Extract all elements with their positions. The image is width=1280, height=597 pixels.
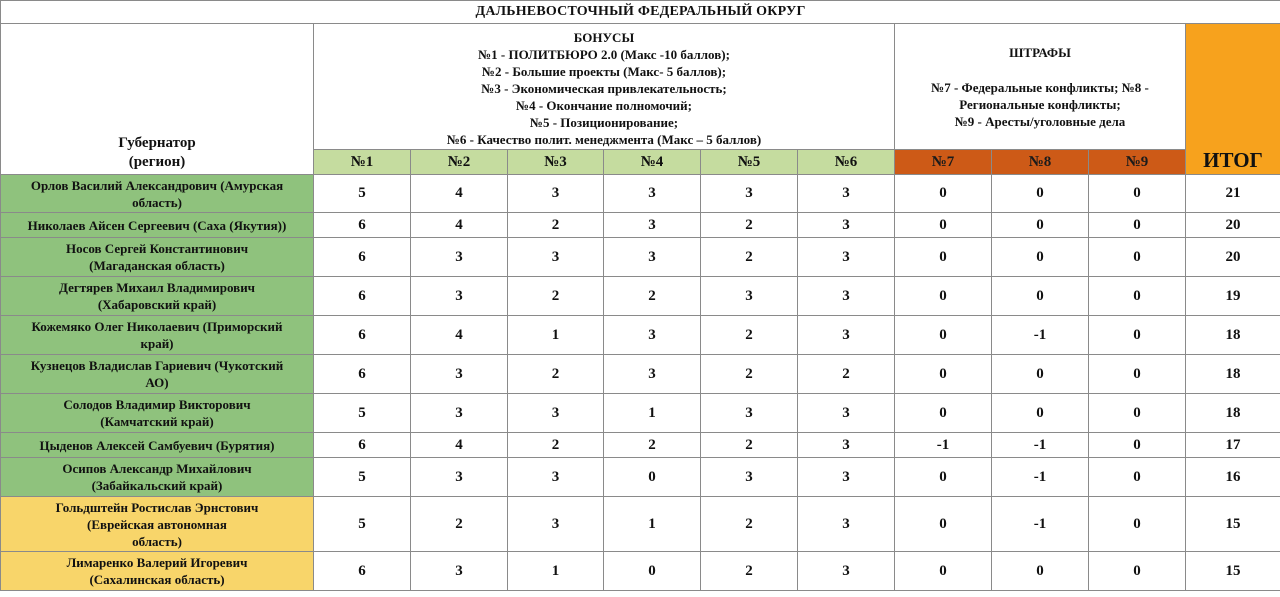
table-row — [1, 394, 1280, 433]
score-cell: 5 — [314, 175, 411, 213]
governor-column-header — [1, 24, 314, 175]
table-title: ДАЛЬНЕВОСТОЧНЫЙ ФЕДЕРАЛЬНЫЙ ОКРУГ — [1, 1, 1280, 24]
bonus-column-3: №3 — [508, 150, 604, 175]
score-cell: 3 — [508, 238, 604, 277]
score-cell: 3 — [508, 175, 604, 213]
score-cell: 2 — [701, 552, 798, 591]
bonus-legend-line: №5 - Позиционирование; — [529, 115, 679, 130]
governor-name-line: Дегтярев Михаил Владимирович — [58, 280, 256, 295]
governor-name-line: (Еврейская автономная — [87, 516, 227, 532]
score-cell: 2 — [411, 497, 508, 552]
score-cell: 2 — [701, 316, 798, 355]
bonus-column-6: №6 — [798, 150, 895, 175]
governor-name-line: край) — [140, 336, 174, 351]
governor-name-line: область) — [132, 194, 182, 210]
bonus-column-1: №1 — [314, 150, 411, 175]
score-cell: 3 — [411, 394, 508, 433]
governor-name-line: область) — [132, 533, 182, 549]
score-cell: 2 — [508, 433, 604, 458]
governor-name-line: (Камчатский край) — [100, 414, 214, 429]
score-cell: 3 — [798, 433, 895, 458]
penalty-column-8: №8 — [992, 150, 1089, 175]
penalty-cell: 0 — [1089, 355, 1186, 394]
governor-name — [1, 458, 314, 497]
governor-name — [1, 277, 314, 316]
score-cell: 3 — [798, 497, 895, 552]
table-row — [1, 175, 1280, 213]
table-row — [1, 316, 1280, 355]
penalty-cell: 0 — [1089, 458, 1186, 497]
score-cell: 2 — [508, 213, 604, 238]
total-cell: 16 — [1186, 458, 1280, 497]
penalty-cell: 0 — [895, 552, 992, 591]
governor-name — [1, 433, 314, 458]
total-cell: 19 — [1186, 277, 1280, 316]
score-cell: 2 — [508, 277, 604, 316]
penalty-column-9: №9 — [1089, 150, 1186, 175]
score-cell: 6 — [314, 277, 411, 316]
penalty-cell: -1 — [992, 433, 1089, 458]
penalty-column-7: №7 — [895, 150, 992, 175]
bonus-legend-line: №2 - Большие проекты (Макс- 5 баллов); — [481, 64, 727, 79]
score-cell: 1 — [508, 316, 604, 355]
penalty-title: ШТРАФЫ — [1009, 44, 1071, 60]
governor-name-line: Цыденов Алексей Самбуевич (Бурятия) — [39, 437, 275, 453]
score-cell: 3 — [604, 175, 701, 213]
penalty-cell: 0 — [895, 238, 992, 277]
penalty-cell: 0 — [992, 213, 1089, 238]
bonus-column-4: №4 — [604, 150, 701, 175]
score-cell: 4 — [411, 433, 508, 458]
governor-name-line: Носов Сергей Константинович — [65, 241, 249, 256]
score-cell: 3 — [604, 316, 701, 355]
score-cell: 3 — [798, 277, 895, 316]
penalty-cell: 0 — [992, 552, 1089, 591]
score-cell: 5 — [314, 497, 411, 552]
table-row — [1, 497, 1280, 552]
bonus-legend-line: №6 - Качество полит. менеджмента (Макс – 5 баллов) — [446, 132, 762, 147]
score-cell: 2 — [604, 277, 701, 316]
bonus-header — [314, 24, 895, 150]
total-cell: 21 — [1186, 175, 1280, 213]
score-cell: 6 — [314, 552, 411, 591]
bonus-legend-line: №4 - Окончание полномочий; — [516, 98, 692, 113]
penalty-cell: 0 — [895, 355, 992, 394]
governor-name-line: Николаев Айсен Сергеевич (Саха (Якутия)) — [27, 217, 287, 233]
score-cell: 3 — [701, 175, 798, 213]
penalty-header — [895, 24, 1186, 150]
penalty-cell: 0 — [1089, 433, 1186, 458]
penalty-cell: 0 — [895, 175, 992, 213]
table-row — [1, 433, 1280, 458]
penalty-legend-line: №7 - Федеральные конфликты; №8 - — [931, 79, 1149, 95]
penalty-cell: 0 — [992, 355, 1089, 394]
penalty-cell: 0 — [1089, 175, 1186, 213]
penalty-cell: 0 — [895, 497, 992, 552]
penalty-cell: -1 — [992, 458, 1089, 497]
penalty-cell: -1 — [992, 497, 1089, 552]
governor-name-line: Кожемяко Олег Николаевич (Приморский — [31, 319, 283, 334]
penalty-cell: 0 — [895, 316, 992, 355]
governor-name-line: Осипов Александр Михайлович — [62, 461, 252, 476]
governor-name-line: (Сахалинская область) — [89, 572, 225, 587]
score-cell: 3 — [701, 394, 798, 433]
governor-name-line: Лимаренко Валерий Игоревич — [66, 555, 248, 570]
bonus-column-2: №2 — [411, 150, 508, 175]
region-header-line: (регион) — [128, 154, 186, 170]
penalty-legend-line: №9 - Аресты/уголовные дела — [954, 113, 1126, 129]
bonus-legend-line: №1 - ПОЛИТБЮРО 2.0 (Макс -10 баллов); — [478, 47, 730, 62]
penalty-cell: 0 — [1089, 394, 1186, 433]
governor-header-line: Губернатор — [118, 135, 196, 151]
score-cell: 3 — [798, 175, 895, 213]
score-cell: 6 — [314, 316, 411, 355]
governor-name — [1, 238, 314, 277]
score-cell: 0 — [604, 458, 701, 497]
governor-name — [1, 213, 314, 238]
governor-name — [1, 552, 314, 591]
penalty-cell: 0 — [895, 394, 992, 433]
governor-name-line: (Забайкальский край) — [91, 478, 223, 493]
penalty-cell: -1 — [895, 433, 992, 458]
score-cell: 3 — [411, 458, 508, 497]
bonus-title: БОНУСЫ — [573, 30, 635, 45]
score-cell: 3 — [701, 277, 798, 316]
score-cell: 2 — [701, 497, 798, 552]
total-cell: 20 — [1186, 213, 1280, 238]
score-cell: 3 — [411, 277, 508, 316]
score-cell: 2 — [701, 213, 798, 238]
governor-name — [1, 355, 314, 394]
score-cell: 5 — [314, 458, 411, 497]
score-cell: 3 — [411, 238, 508, 277]
score-cell: 1 — [508, 552, 604, 591]
score-cell: 3 — [508, 497, 604, 552]
score-cell: 1 — [604, 394, 701, 433]
score-cell: 0 — [604, 552, 701, 591]
score-cell: 2 — [508, 355, 604, 394]
total-cell: 18 — [1186, 355, 1280, 394]
governor-name-line: Кузнецов Владислав Гариевич (Чукотский — [30, 358, 284, 373]
table-row — [1, 458, 1280, 497]
score-cell: 6 — [314, 213, 411, 238]
score-cell: 3 — [604, 355, 701, 394]
governor-name — [1, 175, 314, 213]
score-cell: 3 — [411, 552, 508, 591]
penalty-cell: 0 — [1089, 316, 1186, 355]
penalty-cell: 0 — [992, 277, 1089, 316]
table-row — [1, 213, 1280, 238]
penalty-cell: 0 — [1089, 238, 1186, 277]
governor-name-line: АО) — [145, 375, 169, 390]
penalty-cell: -1 — [992, 316, 1089, 355]
total-cell: 17 — [1186, 433, 1280, 458]
score-cell: 3 — [508, 458, 604, 497]
score-cell: 6 — [314, 238, 411, 277]
penalty-cell: 0 — [895, 213, 992, 238]
score-cell: 3 — [798, 394, 895, 433]
score-cell: 3 — [798, 458, 895, 497]
governor-name-line: Солодов Владимир Викторович — [63, 397, 251, 412]
total-cell: 20 — [1186, 238, 1280, 277]
penalty-cell: 0 — [1089, 497, 1186, 552]
score-cell: 3 — [798, 316, 895, 355]
total-cell: 15 — [1186, 497, 1280, 552]
table-row — [1, 238, 1280, 277]
score-cell: 3 — [604, 213, 701, 238]
score-cell: 4 — [411, 213, 508, 238]
total-column-header: ИТОГ — [1186, 24, 1280, 175]
governor-name-line: (Хабаровский край) — [97, 297, 217, 312]
table-row — [1, 355, 1280, 394]
governor-name-line: (Магаданская область) — [89, 258, 225, 273]
score-cell: 2 — [701, 433, 798, 458]
total-cell: 18 — [1186, 394, 1280, 433]
total-cell: 15 — [1186, 552, 1280, 591]
penalty-cell: 0 — [992, 394, 1089, 433]
score-cell: 2 — [701, 238, 798, 277]
score-cell: 3 — [798, 238, 895, 277]
penalty-cell: 0 — [992, 238, 1089, 277]
score-cell: 2 — [604, 433, 701, 458]
score-cell: 6 — [314, 433, 411, 458]
penalty-cell: 0 — [1089, 277, 1186, 316]
penalty-legend-line: Региональные конфликты; — [959, 96, 1121, 112]
table-row — [1, 552, 1280, 591]
penalty-cell: 0 — [992, 175, 1089, 213]
score-cell: 3 — [701, 458, 798, 497]
table-body — [1, 175, 1280, 591]
score-cell: 3 — [798, 552, 895, 591]
score-cell: 4 — [411, 316, 508, 355]
bonus-column-5: №5 — [701, 150, 798, 175]
score-cell: 3 — [508, 394, 604, 433]
governor-name — [1, 497, 314, 552]
score-cell: 2 — [701, 355, 798, 394]
score-cell: 3 — [798, 213, 895, 238]
score-cell: 2 — [798, 355, 895, 394]
score-cell: 3 — [411, 355, 508, 394]
penalty-cell: 0 — [1089, 552, 1186, 591]
score-cell: 1 — [604, 497, 701, 552]
penalty-cell: 0 — [895, 458, 992, 497]
score-cell: 3 — [604, 238, 701, 277]
governor-name-line: Гольдштейн Ростислав Эрнстович — [55, 499, 259, 515]
score-cell: 5 — [314, 394, 411, 433]
total-cell: 18 — [1186, 316, 1280, 355]
score-cell: 6 — [314, 355, 411, 394]
score-cell: 4 — [411, 175, 508, 213]
table-row — [1, 277, 1280, 316]
bonus-legend-line: №3 - Экономическая привлекательность; — [481, 81, 727, 96]
governor-name-line: Орлов Василий Александрович (Амурская — [30, 177, 284, 193]
governor-name — [1, 394, 314, 433]
governor-name — [1, 316, 314, 355]
penalty-cell: 0 — [895, 277, 992, 316]
penalty-cell: 0 — [1089, 213, 1186, 238]
